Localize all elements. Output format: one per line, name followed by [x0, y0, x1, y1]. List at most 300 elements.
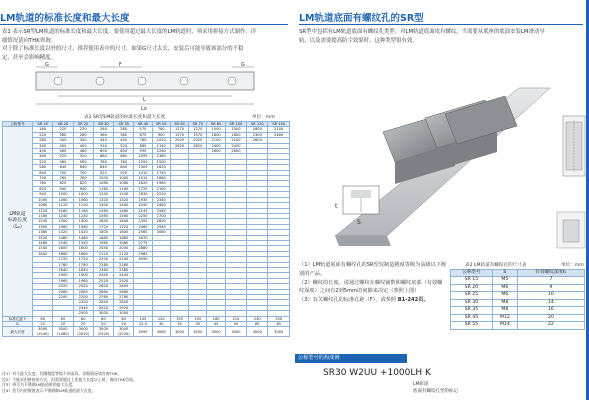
table-cell: 840 — [114, 165, 134, 170]
table-cell: 2020 — [53, 284, 73, 289]
table-cell: 65 — [247, 322, 268, 327]
table-cell: 280 — [53, 132, 73, 137]
table-cell: 3060 — [152, 230, 170, 235]
table-cell: 3000 — [170, 327, 188, 337]
table-cell: 1120 — [73, 203, 93, 208]
title-underline — [299, 24, 583, 25]
table-row — [451, 284, 585, 292]
table-cell: 1860 — [152, 176, 170, 181]
table-cell: 1020 — [152, 138, 170, 143]
table-cell: 360 — [114, 132, 134, 137]
table-cell: 2020 — [73, 284, 93, 289]
table-cell: 1080 — [93, 181, 113, 186]
table-cell: 940 — [73, 186, 93, 191]
table-cell: 3000 (1240) — [33, 327, 53, 337]
page-reference-link[interactable]: B1-242页。 — [397, 297, 429, 304]
table-cell: 2985 — [134, 251, 152, 256]
thread-hole-table — [450, 269, 585, 330]
table-cell: 30 — [152, 322, 170, 327]
table-cell: 2460 — [134, 224, 152, 229]
table-cell: 3000 (2520) — [114, 327, 134, 337]
table-cell: 780 — [152, 127, 170, 132]
table-cell: 2145 — [134, 208, 152, 213]
table-cell: 440 — [93, 138, 113, 143]
table-cell: 280 — [114, 127, 134, 132]
table-cell: 1380 — [152, 154, 170, 159]
header-cell: SR 45 — [134, 122, 152, 127]
table-cell: 3000 (1480) — [53, 327, 73, 337]
table-cell: M8 — [492, 307, 517, 315]
table-cell: 1500 — [152, 159, 170, 164]
header-cell: SR 100 — [225, 122, 246, 127]
header-cell: SR 65 — [170, 122, 188, 127]
table-cell: 2100 — [268, 127, 290, 132]
table-cell: 700 — [73, 170, 93, 175]
intro-line: 表1 表示SR型LM轨道的标准长度和最大长度。要使用超过最大长度的LM轨道时，须采用拼接方式制作，详 — [2, 29, 257, 35]
table-cell: 2520 — [93, 278, 113, 283]
table-cell: SR 25 — [451, 292, 493, 300]
table-cell: 45 — [207, 322, 225, 327]
table-cell: 3000 — [189, 327, 207, 337]
standard-length-table — [2, 121, 290, 337]
table-cell: 1080 — [114, 181, 134, 186]
table-cell: 1560 — [114, 213, 134, 218]
table-cell: 1720 — [53, 257, 73, 262]
table-cell: 1000 — [73, 192, 93, 197]
table-cell: 1180 — [73, 208, 93, 213]
table-cell: 700 — [53, 170, 73, 175]
table-cell: 80 — [93, 316, 113, 321]
table-cell: 940 — [53, 186, 73, 191]
table-cell: SR 15 — [451, 277, 493, 285]
table-row — [451, 322, 585, 330]
table-cell: 600 — [114, 149, 134, 154]
table-cell: SR 20 — [451, 284, 493, 292]
table-cell: 2440 — [73, 305, 93, 310]
table2-unit: 单位：mm — [561, 263, 584, 268]
f-label: F — [119, 62, 122, 68]
table-cell: 820 — [53, 181, 73, 186]
right-title: LM轨道底面有螺纹孔的SR型 — [299, 13, 424, 24]
table-cell: 210 — [225, 316, 246, 321]
table-cell: 580 — [73, 159, 93, 164]
table-cell: 2200 — [114, 257, 134, 262]
table1-unit: 单位：mm — [252, 115, 275, 120]
table-cell: 2460 — [152, 203, 170, 208]
table-cell: 1570 — [189, 132, 207, 137]
table-cell: 760 — [33, 181, 53, 186]
table-cell: 2940 — [152, 224, 170, 229]
table-cell: 2760 — [114, 295, 134, 300]
table-cell: 2220 — [152, 192, 170, 197]
table-cell: 1300 — [73, 219, 93, 224]
table-cell: 3000 — [114, 311, 134, 316]
table-cell: 22.5 — [134, 322, 152, 327]
table-cell: 1660 — [73, 251, 93, 256]
table-cell: 1540 — [33, 246, 53, 251]
note-line: 注2）不能采用拼接的方式，但需要超过上述最大长度以上时，请向THK咨询。 — [2, 376, 137, 382]
table-cell: 20 — [33, 322, 53, 327]
table-cell: 1060 — [73, 197, 93, 202]
table-cell: 340 — [33, 143, 53, 148]
table-cell: 160 — [33, 127, 53, 132]
table-cell: 1740 — [152, 170, 170, 175]
table-cell: 1000 — [93, 176, 113, 181]
table-cell: 885 — [134, 143, 152, 148]
right-page — [295, 0, 589, 400]
table-cell: 10 — [517, 292, 584, 300]
table-cell: 14 — [517, 299, 584, 307]
table-cell: 2100 — [207, 138, 225, 143]
table-cell: 760 — [73, 176, 93, 181]
table-cell: 2600 — [207, 149, 225, 154]
table-cell: M12 — [492, 314, 517, 322]
intro-line: 轨，以及需要提高防尘效果时，这种类型很有效。 — [299, 37, 418, 44]
header-cell: SR 35 — [114, 122, 134, 127]
table2-caption: 表2 LM轨道有螺纹孔的尺寸表 — [465, 263, 527, 268]
table-cell: 570 — [134, 127, 152, 132]
table-cell: 700 — [33, 176, 53, 181]
table-cell: 600 — [93, 149, 113, 154]
row-label: 标准孔距 F — [3, 316, 33, 321]
table-cell: 1780 — [73, 262, 93, 267]
header-cell: SR 120 — [247, 122, 268, 127]
title-underline — [0, 24, 288, 25]
table-cell: 2355 — [134, 219, 152, 224]
table-cell: 3000 — [93, 311, 113, 316]
table-cell: 2340 — [152, 197, 170, 202]
table-cell: M8 — [492, 299, 517, 307]
table-cell: 1270 — [189, 127, 207, 132]
header-cell: SR 70 — [189, 122, 207, 127]
table-cell: 1240 — [73, 213, 93, 218]
table-cell: 2300 — [247, 132, 268, 137]
table-cell: 640 — [33, 170, 53, 175]
table-cell: 1660 — [53, 251, 73, 256]
table-cell: 1800 — [207, 132, 225, 137]
table-cell: 2200 — [93, 257, 113, 262]
table-cell: 280 — [93, 127, 113, 132]
table-cell: 20 — [93, 322, 113, 327]
table-cell: 340 — [53, 138, 73, 143]
table-cell: 1725 — [134, 186, 152, 191]
table-cell: 675 — [134, 132, 152, 137]
table-cell: 2120 — [93, 251, 113, 256]
table-cell: 1720 — [114, 224, 134, 229]
model-code: SR30 W2UU +1000LH K — [323, 368, 431, 378]
table-cell: 2840 — [114, 300, 134, 305]
table-cell: 520 — [114, 143, 134, 148]
table-cell: 1160 — [93, 186, 113, 191]
table-cell: 2680 — [114, 289, 134, 294]
table-cell: 230 — [247, 316, 268, 321]
note-line: 注1）对于最大长度，其随精度等级不同而异，详细情况请咨询THK。 — [2, 371, 122, 376]
lo-label: Lo — [141, 106, 147, 112]
table-cell: 1960 — [73, 278, 93, 283]
table-cell: 1000 — [53, 192, 73, 197]
table-cell: 35 — [189, 322, 207, 327]
table-cell: 1720 — [73, 257, 93, 262]
table-cell: 1200 — [134, 159, 152, 164]
table-cell: 1360 — [73, 224, 93, 229]
table-cell: 1800 — [114, 230, 134, 235]
table-cell: 2620 — [170, 143, 188, 148]
table-cell: 1160 — [114, 186, 134, 191]
table-cell: 1420 — [53, 230, 73, 235]
l-label: L — [143, 97, 146, 103]
table-cell: 1320 — [93, 197, 113, 202]
table-cell: 1935 — [134, 197, 152, 202]
table-cell: M5 — [492, 277, 517, 285]
table-cell: 50 — [225, 322, 246, 327]
table-cell: 760 — [53, 176, 73, 181]
table-cell: 220 — [73, 127, 93, 132]
table-cell: 2670 — [134, 235, 152, 240]
table-cell: 1500 — [225, 127, 246, 132]
table-cell: 580 — [53, 159, 73, 164]
table-row — [451, 292, 585, 300]
table-cell: 3000 — [247, 327, 268, 337]
table-cell: SR 55 — [451, 322, 493, 330]
table-cell: 460 — [73, 149, 93, 154]
table-cell: 1600 — [73, 246, 93, 251]
rail-diagram — [30, 62, 260, 114]
table-cell: 20 — [517, 314, 584, 322]
table-cell: 1960 — [114, 240, 134, 245]
table-cell: 20 — [53, 322, 73, 327]
model-annotation-2: 底面有螺纹孔型的标记 — [413, 389, 458, 394]
list-item — [299, 296, 447, 305]
table-cell: 1600 — [33, 251, 53, 256]
table-cell: 1600 — [53, 246, 73, 251]
table-cell: 2040 — [134, 203, 152, 208]
table-cell: 2620 — [189, 143, 207, 148]
table-cell: 920 — [93, 170, 113, 175]
table-cell: 360 — [93, 132, 113, 137]
table-cell: 920 — [114, 170, 134, 175]
table-row — [451, 307, 585, 315]
table-cell: 1960 — [53, 278, 73, 283]
table-cell: 2600 — [225, 149, 246, 154]
table-cell: 60 — [73, 316, 93, 321]
table-cell: 2600 — [247, 138, 268, 143]
table-cell: 900 — [152, 132, 170, 137]
table-cell: 2880 — [134, 246, 152, 251]
table-cell: 1980 — [152, 181, 170, 186]
table-cell: 2100 — [152, 186, 170, 191]
header-cell: 公称型号 — [3, 122, 33, 127]
table-cell: 22 — [517, 322, 584, 330]
rail-product-photo — [295, 36, 589, 266]
table-cell: 35 — [170, 322, 188, 327]
table-cell: 1515 — [134, 176, 152, 181]
table-row — [451, 314, 585, 322]
table-cell: 3000 — [207, 327, 225, 337]
table-cell: 780 — [134, 138, 152, 143]
table-cell: 220 — [33, 132, 53, 137]
table-cell: 2200 — [53, 295, 73, 300]
table-cell: 1240 — [33, 219, 53, 224]
header-cell: SR 85 — [207, 122, 225, 127]
g-left-label: G — [45, 62, 49, 68]
table-cell: 2120 — [114, 251, 134, 256]
table-cell: SR 30 — [451, 299, 493, 307]
table-cell: 1120 — [53, 203, 73, 208]
table-cell: 3090 — [134, 327, 152, 337]
table-cell: 2400 — [225, 143, 246, 148]
row-label: 最大长度 — [3, 327, 33, 337]
table-cell: 400 — [73, 143, 93, 148]
table-header-row — [451, 270, 585, 277]
table-cell: 1620 — [134, 181, 152, 186]
table-cell: 2580 — [152, 208, 170, 213]
table-cell: 1000 — [33, 197, 53, 202]
table-cell: 1060 — [53, 197, 73, 202]
left-page — [0, 0, 294, 400]
header-cell: SR 30 — [93, 122, 113, 127]
table-cell: 1140 — [152, 143, 170, 148]
table-cell: 1060 — [33, 203, 53, 208]
max-length-row — [3, 327, 290, 337]
table-cell: SR 45 — [451, 314, 493, 322]
table-cell: 2360 — [93, 267, 113, 272]
table-cell: 1305 — [134, 165, 152, 170]
table-cell: SR 35 — [451, 307, 493, 315]
table-cell: 80 — [114, 316, 134, 321]
table-cell: 180 — [207, 316, 225, 321]
table-cell: 400 — [33, 149, 53, 154]
table-cell: 2360 — [114, 267, 134, 272]
table-cell: 1095 — [134, 154, 152, 159]
list-item: （2）螺纹的长度，请通过螺纹在螺纹铺数和螺纹底部（有效螺纹深度）之间有2到5mm的间隙来决定（参照上图） — [299, 279, 443, 295]
table-cell: 3060 — [152, 327, 170, 337]
header-cell: SR 55 — [152, 122, 170, 127]
table-cell: 2600 — [114, 284, 134, 289]
table1-caption: 表1 SR型LM轨道的标准长度和最大长度 — [84, 115, 166, 120]
table-cell: 2400 — [207, 143, 225, 148]
table-cell: 1840 — [53, 267, 73, 272]
intro-line: 定，甚至会影响精度。 — [2, 54, 56, 61]
left-title: LM轨道的标准长度和最大长度 — [0, 13, 130, 24]
table-cell: 2200 — [73, 295, 93, 300]
table-cell: 640 — [53, 165, 73, 170]
list-item-text: （3）有关螺纹孔的标准孔距（F），请参照 — [299, 297, 397, 304]
table-cell: 2920 — [93, 305, 113, 310]
intro-line: 细情况请向THK咨询。 — [2, 37, 57, 44]
table-cell: 440 — [114, 138, 134, 143]
table-cell: 2565 — [134, 230, 152, 235]
table-cell: 1300 — [33, 224, 53, 229]
table-cell: 1800 — [247, 127, 268, 132]
table-cell: 1400 — [93, 203, 113, 208]
note-line: 注3）带号为不锈钢LM轨道时的最大长度。 — [2, 382, 77, 388]
table-cell: 2680 — [93, 289, 113, 294]
table-cell: 1270 — [170, 127, 188, 132]
list-item: （1）LM轨道底面有螺纹孔的SR型仅制造精度等级为高级以下级别的产品。 — [299, 262, 447, 277]
row-label: LM轨道 标准长度 （L₀） — [3, 127, 33, 316]
table-cell: 150 — [189, 316, 207, 321]
table-cell: 1240 — [53, 213, 73, 218]
table-cell: M14 — [492, 322, 517, 330]
table-cell: 1620 — [152, 165, 170, 170]
table-cell: 1540 — [53, 240, 73, 245]
table-cell: 2700 — [152, 213, 170, 218]
header-cell: S — [492, 270, 517, 277]
table-cell: 1640 — [114, 219, 134, 224]
table-cell: 1480 — [93, 208, 113, 213]
left-intro — [2, 28, 292, 62]
table-cell: 20 — [73, 322, 93, 327]
table-cell: 760 — [114, 159, 134, 164]
table-cell: 3000 (2520) — [93, 327, 113, 337]
table-cell: 2840 — [93, 300, 113, 305]
table-cell: 2775 — [134, 240, 152, 245]
header-cell: SR 150 — [268, 122, 290, 127]
table-cell: 3090 — [134, 257, 152, 262]
table-cell: 20 — [114, 322, 134, 327]
table-cell: 1880 — [114, 235, 134, 240]
table-cell: 990 — [134, 149, 152, 154]
table-cell: 520 — [73, 154, 93, 159]
notes-list — [299, 261, 447, 305]
table-cell: M6 — [492, 292, 517, 300]
table-cell: 1480 — [53, 235, 73, 240]
table-cell: 60 — [53, 316, 73, 321]
table-cell: 1560 — [93, 213, 113, 218]
table-cell: 520 — [33, 159, 53, 164]
table-cell: 2600 — [268, 132, 290, 137]
left-notes — [2, 371, 290, 393]
table-cell: 3000 (2020) — [73, 327, 93, 337]
table-cell: 1840 — [73, 267, 93, 272]
header-cell: SR 20 — [53, 122, 73, 127]
table-cell: 2020 — [189, 138, 207, 143]
table-cell: 65 — [268, 322, 290, 327]
table-cell: 1880 — [93, 235, 113, 240]
table-cell: 580 — [33, 165, 53, 170]
table-cell: 2280 — [114, 262, 134, 267]
table-cell: 1420 — [73, 230, 93, 235]
intro-line: 对于除了标准长度以外的尺寸，推荐使用表中的尺寸，如果G尺寸太长，安装后可能导致该部分的不稳 — [2, 46, 244, 53]
table-cell: 220 — [53, 127, 73, 132]
table-cell: 940 — [33, 192, 53, 197]
table-cell: 640 — [73, 165, 93, 170]
table-row — [451, 277, 585, 285]
table-cell: 1360 — [53, 224, 73, 229]
table-cell: 1960 — [93, 240, 113, 245]
table-cell: 1240 — [93, 192, 113, 197]
table-cell: 460 — [33, 154, 53, 159]
table-cell: 1800 — [93, 230, 113, 235]
s-label: S — [357, 219, 361, 226]
table-cell: 2020 — [170, 138, 188, 143]
table-cell: 1260 — [152, 149, 170, 154]
table-cell: 340 — [73, 138, 93, 143]
table-cell: 1900 — [73, 273, 93, 278]
table-cell: 1800 — [225, 132, 246, 137]
header-cell: 有效螺纹深度ℓ₁ — [517, 270, 584, 277]
table-cell: M6 — [492, 284, 517, 292]
table-cell: 105 — [134, 316, 152, 321]
table-cell: 1780 — [53, 262, 73, 267]
table-cell: 2080 — [73, 289, 93, 294]
table-cell: 2600 — [93, 284, 113, 289]
table-cell: 1420 — [33, 235, 53, 240]
row-label: G — [3, 322, 33, 327]
table-cell: 16 — [517, 307, 584, 315]
table-cell: 2440 — [114, 273, 134, 278]
table-cell: 1480 — [114, 208, 134, 213]
